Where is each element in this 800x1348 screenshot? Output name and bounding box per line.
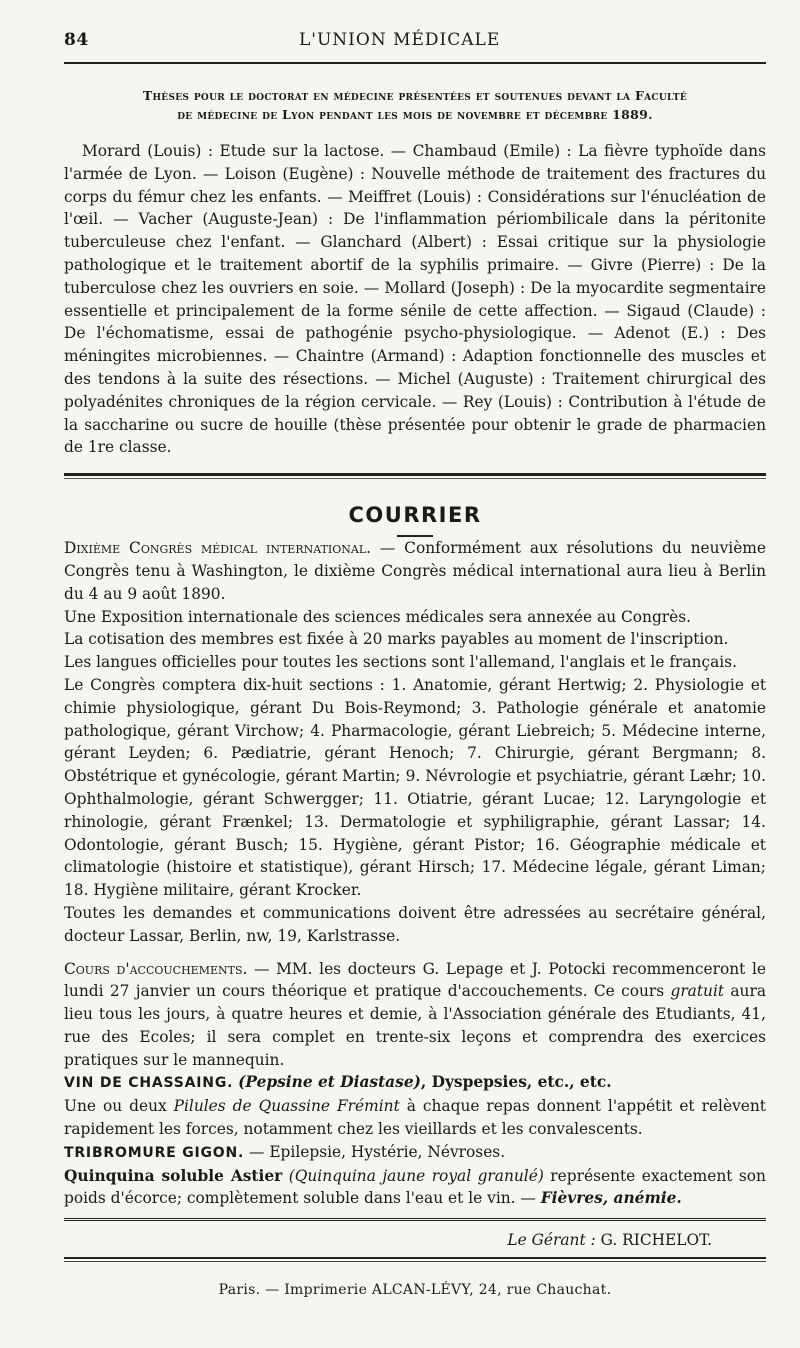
- tribromure-text: — Epilepsie, Hystérie, Névroses.: [244, 1142, 506, 1161]
- tribromure-advert: [64, 1141, 766, 1165]
- exposition-paragraph: Une Exposition internationale des sciences médicales sera annexée au Congrès.: [64, 607, 692, 626]
- section-divider-under: [64, 478, 766, 479]
- quinquina-italic: Fièvres, anémie.: [540, 1189, 682, 1208]
- theses-list: Morard (Louis) : Etude sur la lactose. — Chambaud (Emile) : La fièvre typhoïde dans l'armée de Lyon. — Loison (Eugène) : Nouvelle méthode de traitement des fractures du corps du fémur chez les enfants. — Meiffret (Louis) : Considérations sur l'énucléation de l'œil. — Vacher (Auguste-Jean) : De l'inflammation périombilicale dans la péritonite tuberculeuse chez l'enfant. — Glanchard (Albert) : Essai critique sur la physiologie pathologique et le traitement abortif de la syphilis primaire. — Givre (Pierre) : De la tuberculose chez les ouvriers en soie. — Mollard (Joseph) : De la myocardite segmentaire essentielle et principalement de la forme sénile de cette affection. — Sigaud (Claude) : De l'échomatisme, essai de pathogénie psycho-physiologique. — Adenot (E.) : Des méningites microbiennes. — Chaintre (Armand) : Adaption fonctionnelle des muscles et des tendons à la suite des résections. — Michel (Auguste) : Traitement chirurgical des polyadénites chroniques de la région cervicale. — Rey (Louis) : Contribution à l'étude de la saccharine ou sucre de houille (thèse présentée pour obtenir le grade de pharmacien de 1re classe.: [64, 142, 766, 457]
- header-rule: [64, 62, 766, 64]
- gerant-signature: [64, 1231, 766, 1249]
- cotisation-paragraph: La cotisation des membres est fixée à 20 marks payables au moment de l'inscription.: [64, 630, 729, 649]
- page-header: [64, 30, 766, 50]
- vin-rest: , Dyspepsies, etc., etc.: [420, 1073, 612, 1092]
- section-divider: [64, 473, 766, 476]
- gerant-name: G. RICHELOT.: [595, 1231, 712, 1250]
- pilules-text-2: à chaque repas donnent l'appétit et relèvent rapidement les forces, notamment chez les vieillards et les convalescents.: [64, 1097, 766, 1139]
- cours-gratuit: gratuit: [670, 982, 725, 1001]
- page-number: 84: [64, 30, 89, 50]
- demandes-paragraph: Toutes les demandes et communications doivent être adressées au secrétaire général, docteur Lassar, Berlin, nw, 19, Karlstrasse.: [64, 903, 766, 945]
- pilules-italic: Pilules de Quassine Frémint: [173, 1097, 400, 1116]
- theses-heading: [64, 86, 766, 124]
- theses-heading-line1: Thèses pour le doctorat en médecine présentées et soutenues devant la Faculté: [142, 88, 688, 103]
- langues-paragraph: Les langues officielles pour toutes les sections sont l'allemand, l'anglais et le français.: [64, 653, 737, 672]
- vin-title: VIN DE CHASSAING.: [64, 1075, 234, 1092]
- quinquina-title: Quinquina soluble Astier: [64, 1166, 283, 1185]
- pilules-advert: [64, 1095, 766, 1141]
- footer-rule-under: [64, 1261, 766, 1262]
- sections-paragraph: Le Congrès comptera dix-huit sections : 1. Anatomie, gérant Hertwig; 2. Physiologie et chimie physiologique, gérant Du Bois-Reymond; 3. Pathologie générale et anatomie pathologique, gérant Virchow; 4. Pharmacologie, gérant Liebreich; 5. Médecine interne, gérant Leyden; 6. Pædiatrie, gérant Henoch; 7. Chirurgie, gérant Bergmann; 8. Obstétrique et gynécologie, gérant Martin; 9. Névrologie et psychiatrie, gérant Læhr; 10. Ophthalmologie, gérant Schwergger; 11. Otiatrie, gérant Lucae; 12. Laryngologie et rhinologie, gérant Frænkel; 13. Dermatologie et syphiligraphie, gérant Lassar; 14. Odontologie, gérant Busch; 15. Hygiène, gérant Pistor; 16. Géographie médicale et climatologie (histoire et statistique), gérant Hirsch; 17. Médecine légale, gérant Liman; 18. Hygiène militaire, gérant Krocker.: [64, 675, 766, 900]
- quinquina-text: représente exactement son poids d'écorce; complètement soluble dans l'eau et le vin. —: [64, 1166, 766, 1208]
- quinquina-advert: [64, 1165, 766, 1211]
- courrier-title: COURRIER: [348, 503, 482, 528]
- quinquina-paren: (Quinquina jaune royal granulé): [288, 1166, 544, 1185]
- imprint-line: Paris. — Imprimerie ALCAN-LÉVY, 24, rue Chauchat.: [218, 1282, 612, 1299]
- vin-advert: [64, 1071, 766, 1095]
- vin-sub: (Pepsine et Diastase): [238, 1073, 421, 1092]
- cours-paragraph: [64, 958, 766, 1072]
- cours-text-1: — MM. les docteurs G. Lepage et J. Potocki recommenceront le lundi 27 janvier un cours théorique et pratique d'accouchements. Ce cours: [64, 959, 766, 1001]
- advert-rule: [64, 1218, 766, 1221]
- footer-rule: [64, 1257, 766, 1259]
- cours-text-2: aura lieu tous les jours, à quatre heures et demie, à l'Association générale des Etudiants, 41, rue des Ecoles; il sera complet en trente-six leçons et comprendra des exercices pratiques sur le mannequin.: [64, 982, 766, 1069]
- cours-label: Cours d'accouchements.: [64, 959, 248, 978]
- congres-text: — Conformément aux résolutions du neuvième Congrès tenu à Washington, le dixième Congrès médical international aura lieu à Berlin du 4 au 9 août 1890.: [64, 539, 767, 603]
- congres-label: Dixième Congrès médical international.: [64, 539, 372, 558]
- tribromure-title: TRIBROMURE GIGON.: [64, 1144, 245, 1161]
- theses-heading-line2: de médecine de Lyon pendant les mois de novembre et décembre 1889.: [177, 107, 653, 122]
- gerant-label: Le Gérant :: [507, 1231, 596, 1250]
- congres-paragraph: [64, 537, 766, 605]
- running-title: L'UNION MÉDICALE: [299, 30, 501, 50]
- pilules-text-1: Une ou deux: [64, 1097, 174, 1116]
